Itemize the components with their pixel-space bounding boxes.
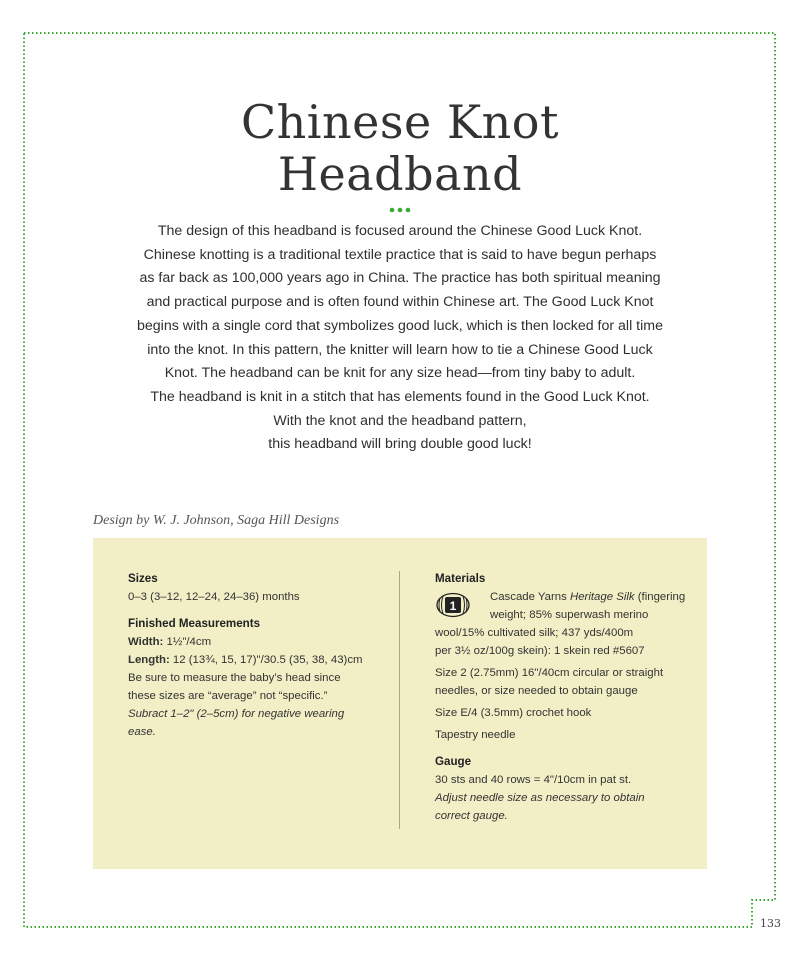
intro-line: The design of this headband is focused around the Chinese Good Luck Knot. [157, 223, 643, 239]
materials-heading: Materials [435, 572, 486, 585]
gauge-note: correct gauge. [435, 810, 508, 822]
yarn-line: weight; 85% superwash merino [490, 609, 649, 621]
designer-byline: Design by W. J. Johnson, Saga Hill Designs [93, 513, 340, 528]
length-line [128, 651, 378, 669]
left-column [128, 570, 378, 741]
width-label: Width: [128, 636, 164, 648]
tapestry-line: Tapestry needle [435, 729, 516, 741]
page-number: 133 [760, 917, 781, 930]
yarn-weight-icon [435, 592, 471, 618]
intro-line: and practical purpose and is often found within Chinese art. The Good Luck Knot [146, 294, 654, 311]
measure-note: these sizes are “average” not “specific.” [128, 690, 328, 702]
intro-line: With the knot and the headband pattern, [273, 412, 527, 429]
yarn-line: per 3½ oz/100g skein): 1 skein red #5607 [435, 645, 645, 657]
length-value: 12 (13¾, 15, 17)"/30.5 (35, 38, 43)cm [169, 654, 363, 666]
yarn-line: wool/15% cultivated silk; 437 yds/400m [435, 627, 634, 639]
yarn-line: Cascade Yarns Heritage Silk (fingering [490, 591, 686, 603]
sizes-text: 0–3 (3–12, 12–24, 24–36) months [128, 591, 300, 603]
page-title [0, 96, 800, 200]
sizes-heading: Sizes [128, 572, 158, 585]
intro-paragraph [100, 220, 700, 457]
title-line-2: Headband [277, 147, 523, 201]
right-column [435, 570, 705, 825]
column-divider [399, 571, 400, 829]
intro-line: as far back as 100,000 years ago in China. The practice has both spiritual meaning [139, 270, 661, 287]
measure-note-italic: ease. [128, 726, 156, 738]
yarn-weight-number: 1 [449, 599, 457, 613]
measure-note-italic: Subract 1–2" (2–5cm) for negative wearing [128, 708, 345, 720]
width-value: 1½"/4cm [163, 636, 212, 648]
intro-line: begins with a single cord that symbolizes good luck, which is then locked for all time [137, 317, 663, 334]
gauge-text: 30 sts and 40 rows = 4"/10cm in pat st. [435, 774, 632, 786]
intro-line: Chinese knotting is a traditional textile practice that is said to have begun perhaps [143, 246, 657, 263]
gauge-note: Adjust needle size as necessary to obtain [435, 792, 645, 804]
intro-line: this headband will bring double good luck! [268, 436, 532, 453]
intro-line: into the knot. In this pattern, the knitter will learn how to tie a Chinese Good Luck [147, 341, 653, 358]
title-line-1: Chinese Knot [240, 95, 559, 149]
intro-line: Knot. The headband can be knit for any size head—from tiny baby to adult. [164, 365, 636, 382]
length-label: Length: [128, 654, 170, 666]
hook-line: Size E/4 (3.5mm) crochet hook [435, 707, 592, 719]
intro-line: The headband is knit in a stitch that has elements found in the Good Luck Knot. [150, 388, 650, 405]
needle-line: Size 2 (2.75mm) 16"/40cm circular or straight [435, 667, 664, 679]
gauge-heading: Gauge [435, 755, 472, 768]
width-line [128, 633, 378, 651]
measure-note: Be sure to measure the baby’s head since [128, 672, 341, 684]
yarn-entry [435, 588, 705, 660]
measurements-heading: Finished Measurements [128, 617, 261, 630]
title-divider-dots [388, 207, 412, 213]
needle-line: needles, or size needed to obtain gauge [435, 685, 638, 697]
